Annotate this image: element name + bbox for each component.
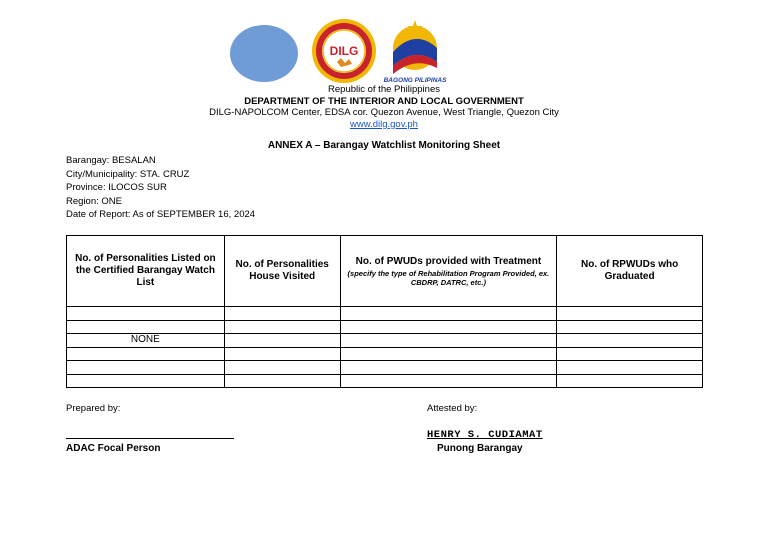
barangay-line: Barangay: BESALAN xyxy=(66,155,156,166)
logo-row xyxy=(0,18,768,84)
table-row xyxy=(67,334,703,348)
annex-title: ANNEX A – Barangay Watchlist Monitoring Sheet xyxy=(267,140,501,151)
col-personalities-listed: No. of Personalities Listed on the Certified Barangay Watch List xyxy=(67,236,225,307)
none-cell: NONE xyxy=(67,334,225,348)
dilg-seal-text: DILG xyxy=(329,44,359,58)
province-line: Province: ILOCOS SUR xyxy=(66,182,167,193)
website-link[interactable]: www.dilg.gov.ph xyxy=(350,118,418,130)
barangay-info xyxy=(66,154,255,222)
focal-person-title: ADAC Focal Person xyxy=(66,443,161,454)
attester-name: HENRY S. CUDIAMAT xyxy=(427,429,543,441)
col-pwuds-treatment: No. of PWUDs provided with Treatment (specify the type of Rehabilitation Program Provided, ex. CBDRP, DATRC, etc.) xyxy=(340,236,557,307)
attester-position: Punong Barangay xyxy=(437,443,523,454)
table-row xyxy=(67,347,703,361)
municipal-seal-icon xyxy=(230,25,298,82)
city-line: City/Municipality: STA. CRUZ xyxy=(66,168,190,180)
col-rpwuds-graduated: No. of RPWUDs who Graduated xyxy=(557,236,703,307)
region-line: Region: ONE xyxy=(66,195,122,207)
table-row xyxy=(67,320,703,334)
watchlist-table xyxy=(66,235,703,388)
date-line: Date of Report: As of SEPTEMBER 16, 2024 xyxy=(66,209,256,220)
table-row xyxy=(67,374,703,388)
department-name: DEPARTMENT OF THE INTERIOR AND LOCAL GOVERNMENT xyxy=(244,95,524,107)
dilg-seal-icon xyxy=(311,18,377,84)
address-line: DILG-NAPOLCOM Center, EDSA cor. Quezon Avenue, West Triangle, Quezon City xyxy=(209,107,559,118)
bagong-pilipinas-logo-icon xyxy=(380,18,450,84)
bagong-pilipinas-text: BAGONG PILIPINAS xyxy=(383,77,447,84)
table-row xyxy=(67,307,703,321)
republic-line: Republic of the Philippines xyxy=(328,84,440,95)
table-header-row xyxy=(67,236,703,307)
signature-line xyxy=(66,438,234,439)
letterhead xyxy=(0,84,768,130)
table-row xyxy=(67,361,703,375)
attested-by-label: Attested by: xyxy=(427,403,478,414)
prepared-by-label: Prepared by: xyxy=(66,403,121,414)
col-house-visited: No. of Personalities House Visited xyxy=(224,236,340,307)
col-pwuds-treatment-note: (specify the type of Rehabilitation Program Provided, ex. CBDRP, DATRC, etc.) xyxy=(347,268,550,287)
